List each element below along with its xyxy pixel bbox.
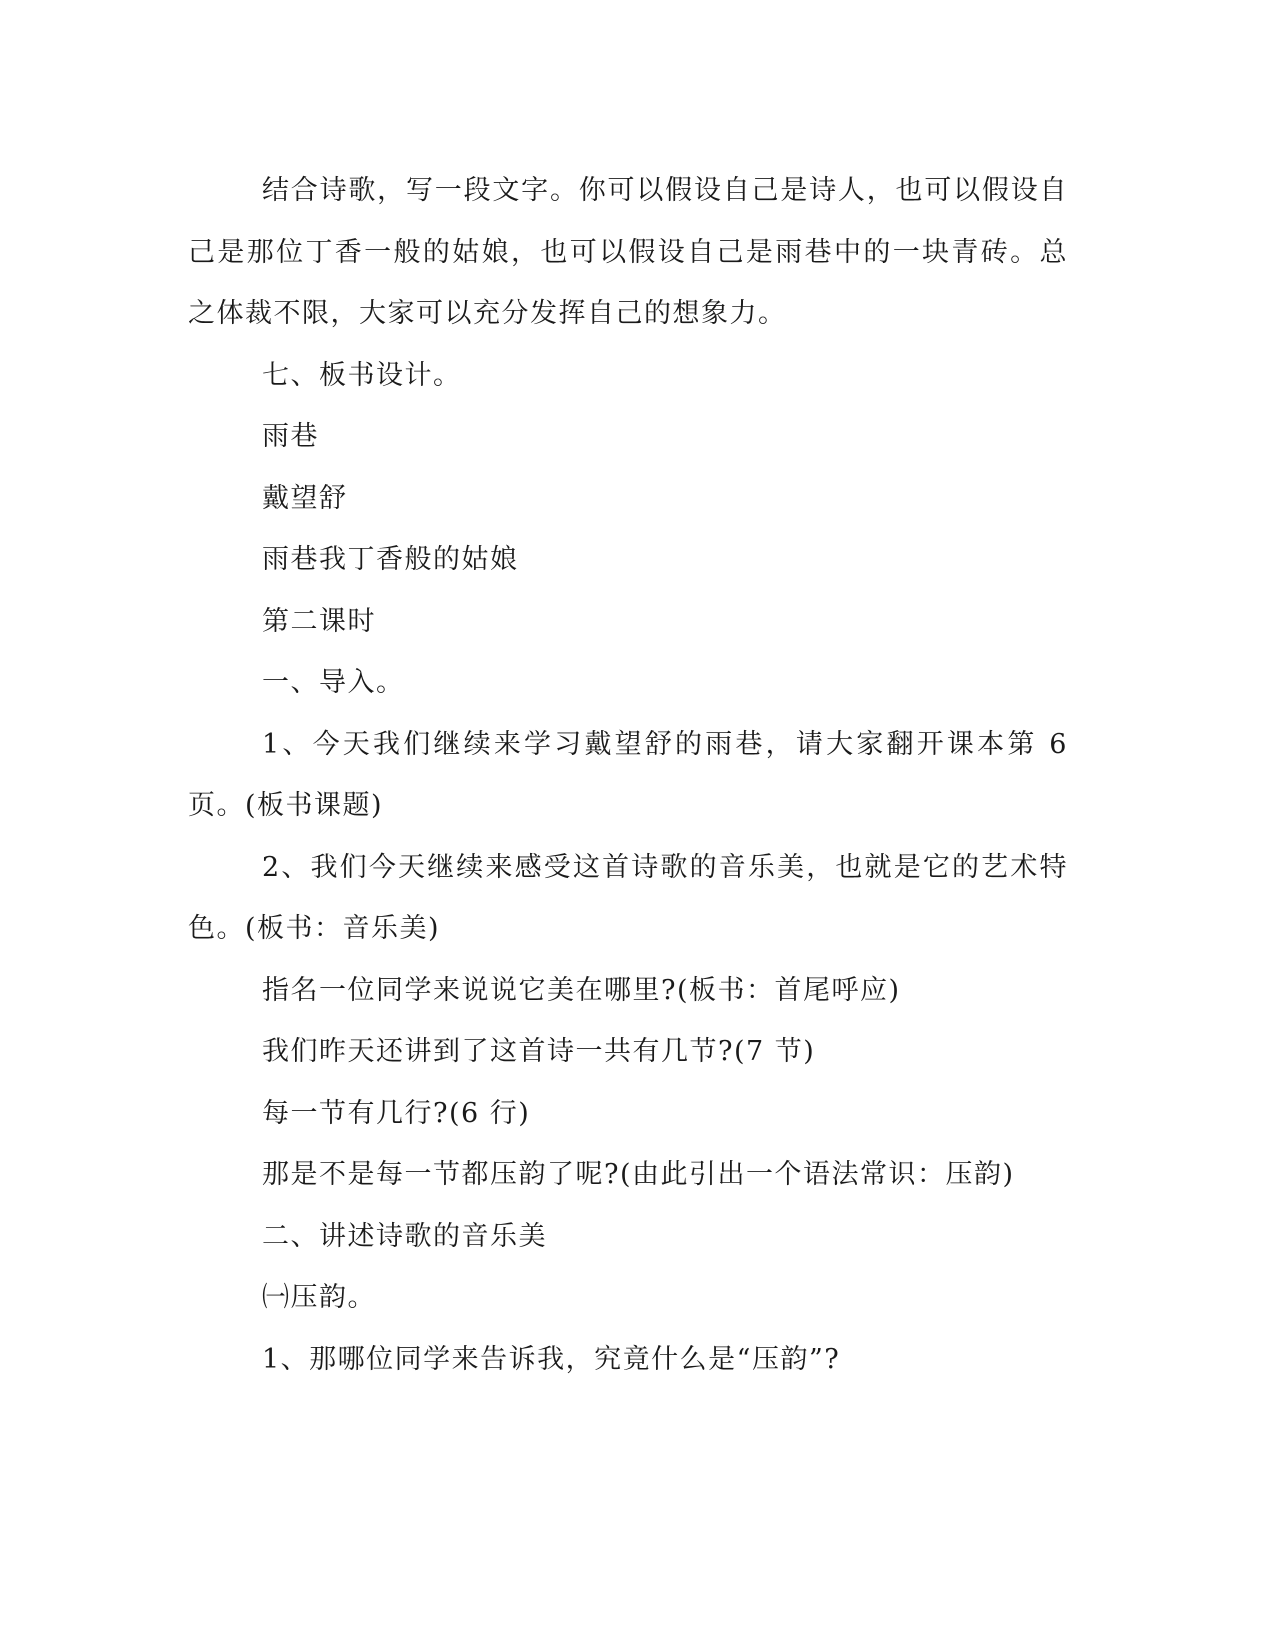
heading-introduction: 一、导入。 xyxy=(262,667,405,698)
board-author: 戴望舒 xyxy=(262,482,348,514)
board-keywords: 雨巷我丁香般的姑娘 xyxy=(262,544,519,575)
paragraph-intro-1: 1、今天我们继续来学习戴望舒的雨巷，请大家翻开课本第 6 页。(板书课题) xyxy=(188,728,1068,821)
paragraph-question-sections: 我们昨天还讲到了这首诗一共有几节?(7 节) xyxy=(262,1036,816,1067)
paragraph-question-rhyme: 那是不是每一节都压韵了呢?(由此引出一个语法常识：压韵) xyxy=(262,1159,1015,1190)
paragraph-question-beauty: 指名一位同学来说说它美在哪里?(板书：首尾呼应) xyxy=(262,974,901,1006)
heading-board-design: 七、板书设计。 xyxy=(262,359,462,391)
heading-second-lesson: 第二课时 xyxy=(262,605,376,637)
board-title: 雨巷 xyxy=(262,421,319,452)
document-body xyxy=(188,160,1068,1390)
heading-musical-beauty: 二、讲述诗歌的音乐美 xyxy=(262,1220,547,1252)
heading-rhyme: ㈠压韵。 xyxy=(262,1282,376,1313)
paragraph-question-lines: 每一节有几行?(6 行) xyxy=(262,1097,531,1129)
paragraph-writing-task: 结合诗歌，写一段文字。你可以假设自己是诗人，也可以假设自己是那位丁香一般的姑娘，也可以假设自己是雨巷中的一块青砖。总之体裁不限，大家可以充分发挥自己的想象力。 xyxy=(188,175,1068,329)
paragraph-intro-2: 2、我们今天继续来感受这首诗歌的音乐美，也就是它的艺术特色。(板书：音乐美) xyxy=(188,851,1068,944)
paragraph-rhyme-question: 1、那哪位同学来告诉我，究竟什么是“压韵”? xyxy=(262,1343,841,1375)
